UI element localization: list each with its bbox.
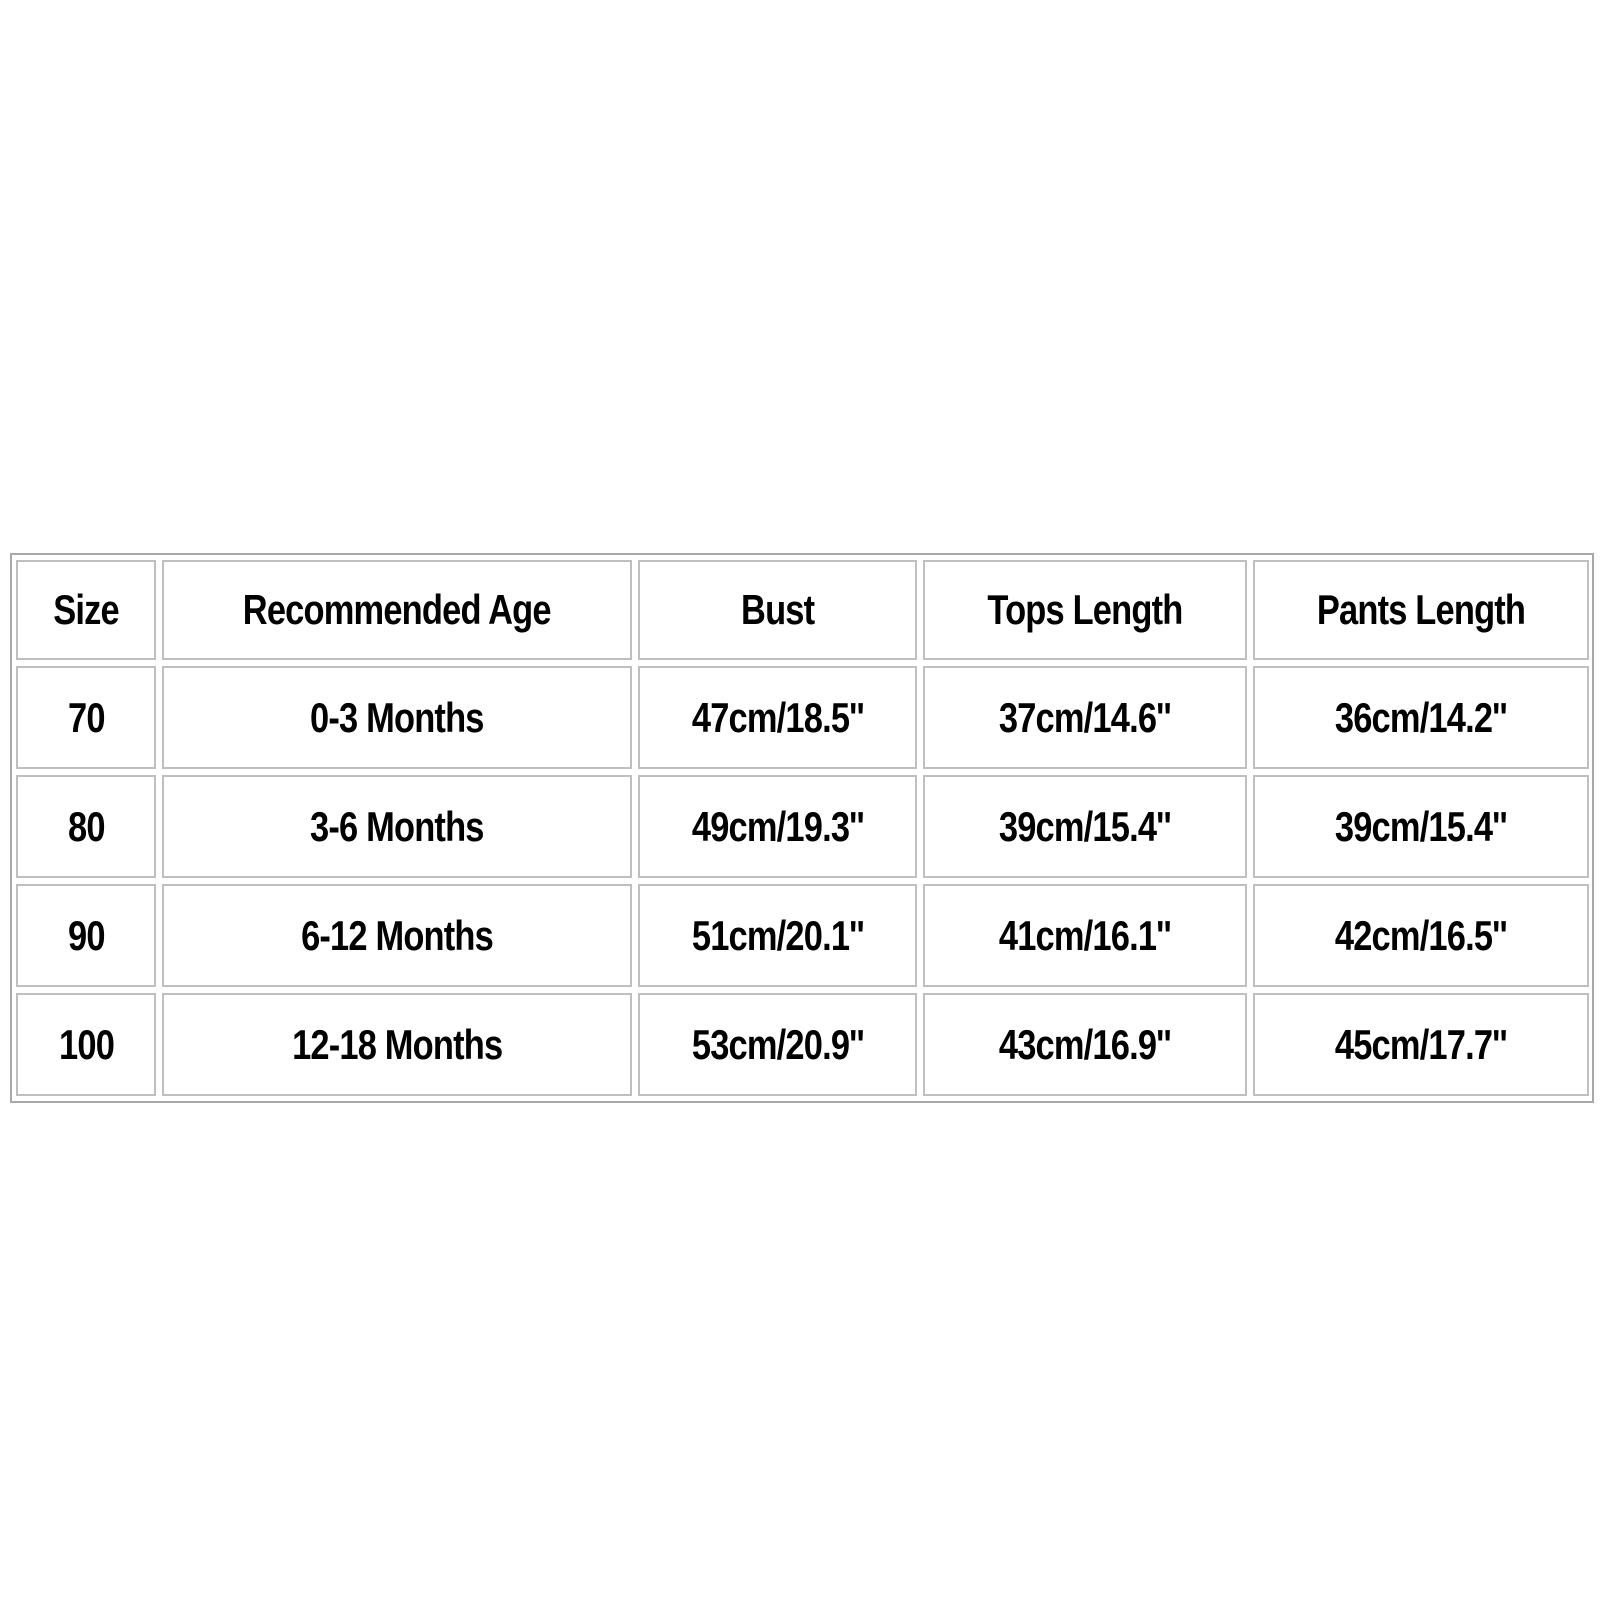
cell-recommended-age: 12-18 Months xyxy=(162,993,632,1096)
cell-bust: 47cm/18.5'' xyxy=(638,666,916,769)
header-tops-length: Tops Length xyxy=(923,560,1247,660)
cell-recommended-age: 0-3 Months xyxy=(162,666,632,769)
cell-tops-length: 39cm/15.4'' xyxy=(923,775,1247,878)
cell-bust: 51cm/20.1'' xyxy=(638,884,916,987)
cell-recommended-age: 6-12 Months xyxy=(162,884,632,987)
cell-recommended-age: 3-6 Months xyxy=(162,775,632,878)
cell-size: 70 xyxy=(16,666,156,769)
header-row xyxy=(16,560,1589,660)
cell-pants-length: 39cm/15.4'' xyxy=(1253,775,1589,878)
header-recommended-age: Recommended Age xyxy=(162,560,632,660)
cell-bust: 53cm/20.9'' xyxy=(638,993,916,1096)
header-size: Size xyxy=(16,560,156,660)
size-chart xyxy=(10,553,1594,1103)
table-row xyxy=(16,666,1589,769)
cell-tops-length: 37cm/14.6'' xyxy=(923,666,1247,769)
cell-size: 100 xyxy=(16,993,156,1096)
header-pants-length: Pants Length xyxy=(1253,560,1589,660)
cell-bust: 49cm/19.3'' xyxy=(638,775,916,878)
cell-tops-length: 43cm/16.9'' xyxy=(923,993,1247,1096)
table-row xyxy=(16,884,1589,987)
cell-size: 90 xyxy=(16,884,156,987)
header-bust: Bust xyxy=(638,560,916,660)
cell-size: 80 xyxy=(16,775,156,878)
cell-pants-length: 36cm/14.2'' xyxy=(1253,666,1589,769)
cell-pants-length: 45cm/17.7'' xyxy=(1253,993,1589,1096)
table-row xyxy=(16,993,1589,1096)
cell-tops-length: 41cm/16.1'' xyxy=(923,884,1247,987)
cell-pants-length: 42cm/16.5'' xyxy=(1253,884,1589,987)
size-table xyxy=(10,554,1595,1102)
table-row xyxy=(16,775,1589,878)
